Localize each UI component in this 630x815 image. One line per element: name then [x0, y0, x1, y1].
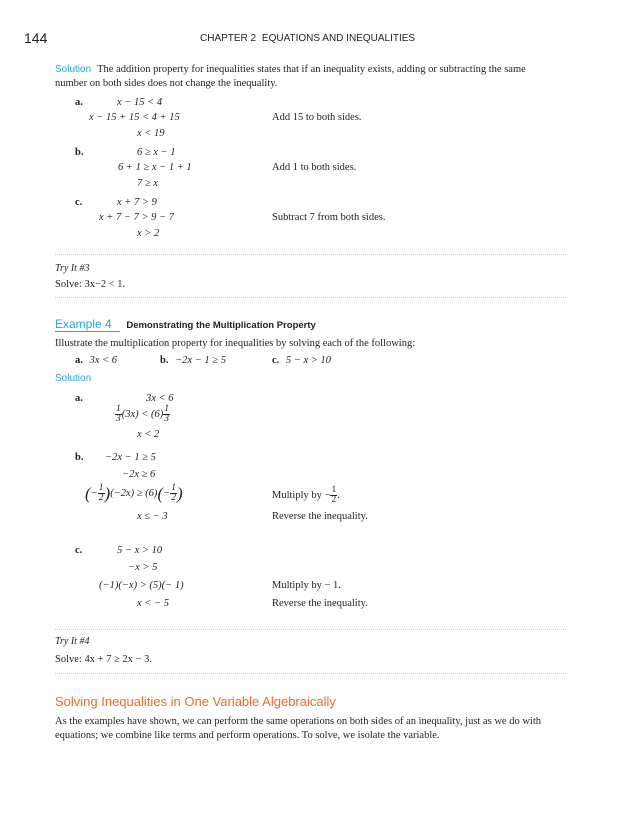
part-b-line1: −2x − 1 ≥ 5	[105, 452, 156, 463]
part-b-line4: x ≤ − 3	[137, 511, 168, 522]
part-c-line3: x > 2	[137, 228, 160, 239]
page-number: 144	[24, 30, 48, 46]
example4-part	[75, 355, 117, 366]
part-a-line3: x < 19	[137, 128, 165, 139]
example4-part-expr: 3x < 6	[89, 355, 117, 366]
fraction: $\frac{1}{2}$	[331, 485, 337, 505]
part-c-line2: x + 7 − 7 > 9 − 7	[99, 212, 175, 223]
part-a-note: Add 15 to both sides.	[272, 112, 362, 123]
solution1-intro	[55, 64, 526, 75]
solution1-text-line1: The addition property for inequalities states that if an inequality exists, adding or subtracting the same	[97, 64, 526, 75]
part-b-line2: 6 + 1 ≥ x − 1 + 1	[118, 162, 192, 173]
part-c-line4: x < − 5	[137, 598, 169, 609]
solution1-text-line2: number on both sides does not change the inequality.	[55, 78, 278, 89]
fraction: $\frac{1}{3}$	[116, 404, 121, 424]
part-b-label: b.	[75, 147, 84, 158]
divider	[55, 254, 566, 255]
solution2-label: Solution	[55, 373, 92, 384]
section-body-line2: equations; we combine like terms and perform operations. To solve, we isolate the variable.	[55, 730, 440, 741]
example4-label: Example 4	[55, 317, 120, 332]
part-c-note2: Reverse the inequality.	[272, 598, 368, 609]
part-a-line2: $\frac{1}{3}$ (3x) < (6) $\frac{1}{3}$	[116, 404, 169, 424]
part-b-line2: −2x ≥ 6	[122, 469, 156, 480]
fraction: $\frac{1}{3}$	[164, 404, 169, 424]
part-b-label: b.	[75, 452, 84, 463]
section-body-line1: As the examples have shown, we can perform the same operations on both sides of an inequality, just as we do with	[55, 716, 541, 727]
divider	[55, 629, 566, 630]
example4-intro: Illustrate the multiplication property for inequalities by solving each of the following:	[55, 338, 416, 349]
try-it-3-text: Solve: 3x−2 < 1.	[55, 279, 126, 290]
try-it-4-label: Try It #4	[55, 636, 90, 647]
part-a-line2: x − 15 + 15 < 4 + 15	[89, 112, 180, 123]
part-b-line1: 6 ≥ x − 1	[137, 147, 176, 158]
fraction: $\frac{1}{2}$	[98, 483, 104, 503]
part-b-line3: (− $\frac{1}{2}$ )(−2x) ≥ (6)(− $\frac{1}{2}$ )	[85, 483, 183, 503]
part-a-label: a.	[75, 97, 83, 108]
divider	[55, 673, 566, 674]
part-a-line3: x < 2	[137, 429, 160, 440]
part-c-line1: 5 − x > 10	[117, 545, 163, 556]
try-it-3-label: Try It #3	[55, 263, 90, 274]
solution1-label: Solution	[55, 64, 92, 75]
running-header	[200, 33, 415, 44]
example4-part-expr: 5 − x > 10	[285, 355, 332, 366]
example4-part-label: a.	[75, 355, 83, 366]
part-c-label: c.	[75, 545, 83, 556]
part-a-label: a.	[75, 393, 83, 404]
example4-header	[55, 317, 316, 332]
example4-part-label: c.	[272, 355, 280, 366]
part-c-note1: Multiply by − 1.	[272, 580, 341, 591]
part-a-line1: 3x < 6	[146, 393, 174, 404]
part-c-label: c.	[75, 197, 83, 208]
section-heading: Solving Inequalities in One Variable Algebraically	[55, 694, 336, 709]
part-b-note: Add 1 to both sides.	[272, 162, 357, 173]
part-c-line1: x + 7 > 9	[117, 197, 157, 208]
example4-part	[160, 355, 226, 366]
chapter-title: EQUATIONS AND INEQUALITIES	[261, 33, 416, 44]
part-b-note1: Multiply by − $\frac{1}{2}$ .	[272, 485, 340, 505]
try-it-4-text: Solve: 4x + 7 ≥ 2x − 3.	[55, 654, 152, 665]
part-b-note2: Reverse the inequality.	[272, 511, 368, 522]
example4-title: Demonstrating the Multiplication Property	[126, 320, 316, 331]
part-c-line3: (−1)(−x) > (5)(− 1)	[99, 580, 184, 591]
example4-part	[272, 355, 331, 366]
example4-part-label: b.	[160, 355, 169, 366]
chapter-label: CHAPTER 2	[200, 33, 257, 44]
example4-part-expr: −2x − 1 ≥ 5	[175, 355, 226, 366]
part-c-line2: −x > 5	[128, 562, 158, 573]
part-a-line1: x − 15 < 4	[117, 97, 163, 108]
part-b-line3: 7 ≥ x	[137, 178, 158, 189]
fraction: $\frac{1}{2}$	[171, 483, 176, 503]
part-c-note: Subtract 7 from both sides.	[272, 212, 386, 223]
divider	[55, 297, 566, 298]
